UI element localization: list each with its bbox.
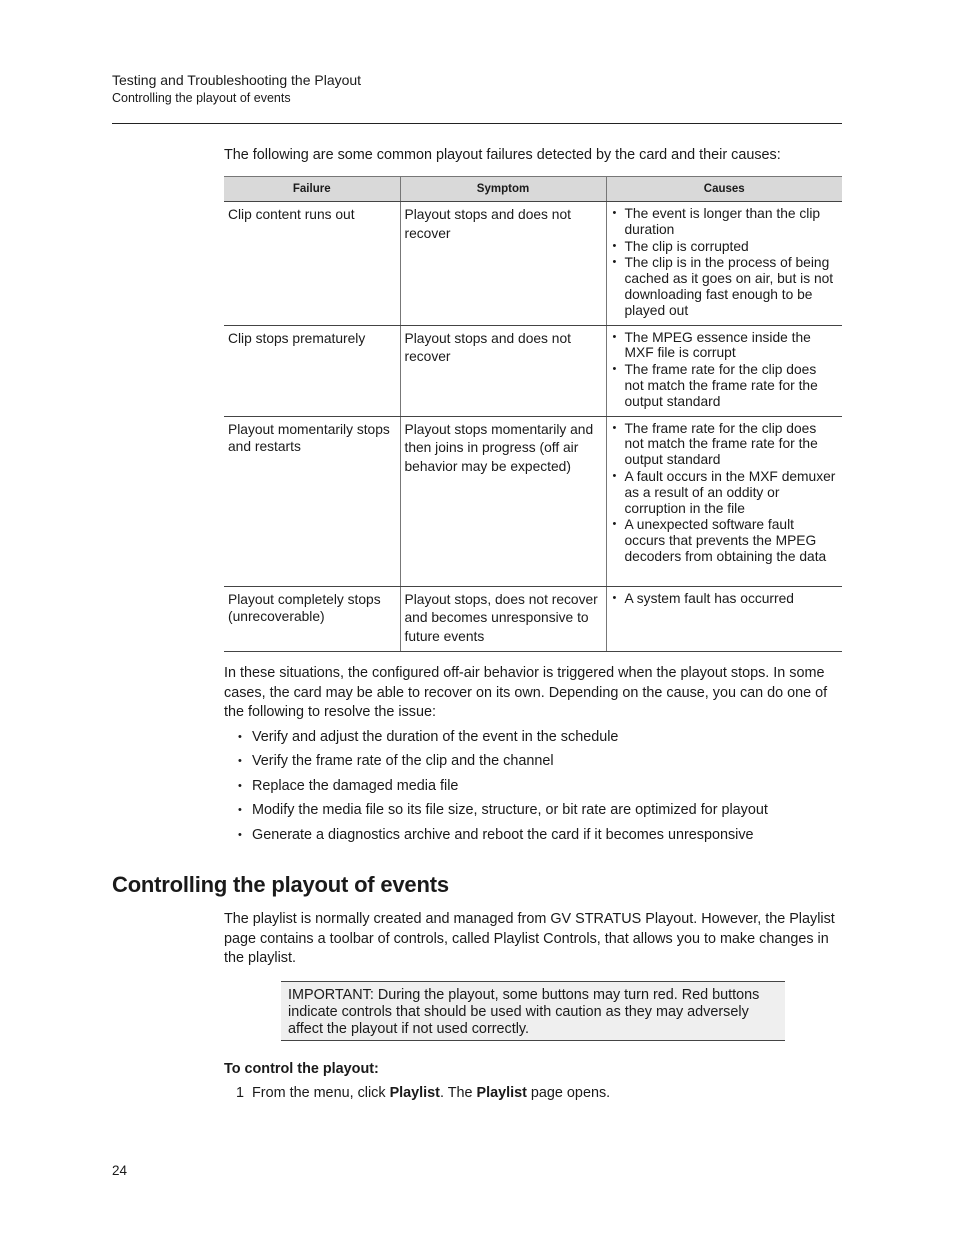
header-causes: Causes <box>606 177 842 202</box>
table-row <box>224 202 842 326</box>
header-rule <box>112 123 842 124</box>
causes-cell <box>606 416 842 586</box>
page-number: 24 <box>112 1163 128 1178</box>
table-row <box>224 325 842 416</box>
causes-cell <box>606 325 842 416</box>
table-row <box>224 416 842 586</box>
symptom-cell: Playout stops and does not recover <box>400 202 606 326</box>
cause-item: • The clip is in the process of being cached as it goes on air, but is not downloading fast enough to be played out <box>611 255 839 318</box>
list-item: • Generate a diagnostics archive and reboot the card if it becomes unresponsive <box>238 825 768 849</box>
cause-item: • A fault occurs in the MXF demuxer as a result of an oddity or corruption in the file <box>611 469 839 516</box>
cause-item: • The frame rate for the clip does not match the frame rate for the output standard <box>611 421 839 468</box>
section-paragraph: The playlist is normally created and managed from GV STRATUS Playout. However, the Playlist page contains a toolbar of controls, called Playlist Controls, that allows you to make changes in the playlist. <box>224 911 835 966</box>
symptom-cell: Playout stops momentarily and then joins in progress (off air behavior may be expected) <box>400 416 606 586</box>
important-note: IMPORTANT: During the playout, some buttons may turn red. Red buttons indicate controls that should be used with caution as they may adversely affect the playout if not used correctly. <box>281 981 785 1041</box>
step-text: From the menu, click <box>252 1085 390 1101</box>
cause-item: • The frame rate for the clip does not match the frame rate for the output standard <box>611 362 839 409</box>
procedure-heading: To control the playout: <box>224 1061 379 1077</box>
menu-item-reference: Playlist <box>389 1085 440 1101</box>
step-text: . The <box>439 1085 477 1101</box>
intro-text: The following are some common playout failures detected by the card and their causes: <box>224 147 781 163</box>
failure-cell: Playout completely stops (unrecoverable) <box>224 586 400 652</box>
cause-item: • A system fault has occurred <box>611 591 839 607</box>
symptom-cell: Playout stops and does not recover <box>400 325 606 416</box>
cause-item: • The event is longer than the clip duration <box>611 206 839 238</box>
chapter-title: Testing and Troubleshooting the Playout <box>112 72 362 88</box>
header-symptom: Symptom <box>400 177 606 202</box>
list-item: • Verify and adjust the duration of the event in the schedule <box>238 727 768 751</box>
step-number: 1 <box>236 1085 245 1101</box>
symptom-cell: Playout stops, does not recover and becomes unresponsive to future events <box>400 586 606 652</box>
running-head <box>112 71 361 107</box>
step-text: page opens. <box>526 1085 611 1101</box>
cause-item: • A unexpected software fault occurs that prevents the MPEG decoders from obtaining the data <box>611 517 839 564</box>
list-item: • Replace the damaged media file <box>238 776 768 800</box>
table-row <box>224 586 842 652</box>
after-table-paragraph: In these situations, the configured off-air behavior is triggered when the playout stops. In some cases, the card may be able to recover on its own. Depending on the cause, you can do one of the following to resolve the issue: <box>224 665 828 720</box>
cause-item: • The clip is corrupted <box>611 239 839 255</box>
list-item: • Modify the media file so its file size, structure, or bit rate are optimized for playout <box>238 800 768 824</box>
resolution-list <box>238 727 768 849</box>
failure-cell: Playout momentarily stops and restarts <box>224 416 400 586</box>
section-title: Controlling the playout of events <box>112 91 291 105</box>
procedure-step <box>236 1083 610 1103</box>
failure-cell: Clip stops prematurely <box>224 325 400 416</box>
header-failure: Failure <box>224 177 400 202</box>
causes-cell <box>606 586 842 652</box>
page-reference: Playlist <box>476 1085 527 1101</box>
failures-table <box>224 176 842 652</box>
table-header-row <box>224 177 842 202</box>
section-heading: Controlling the playout of events <box>112 872 449 897</box>
cause-item: • The MPEG essence inside the MXF file is corrupt <box>611 330 839 362</box>
causes-cell <box>606 202 842 326</box>
list-item: • Verify the frame rate of the clip and the channel <box>238 751 768 775</box>
failure-cell: Clip content runs out <box>224 202 400 326</box>
